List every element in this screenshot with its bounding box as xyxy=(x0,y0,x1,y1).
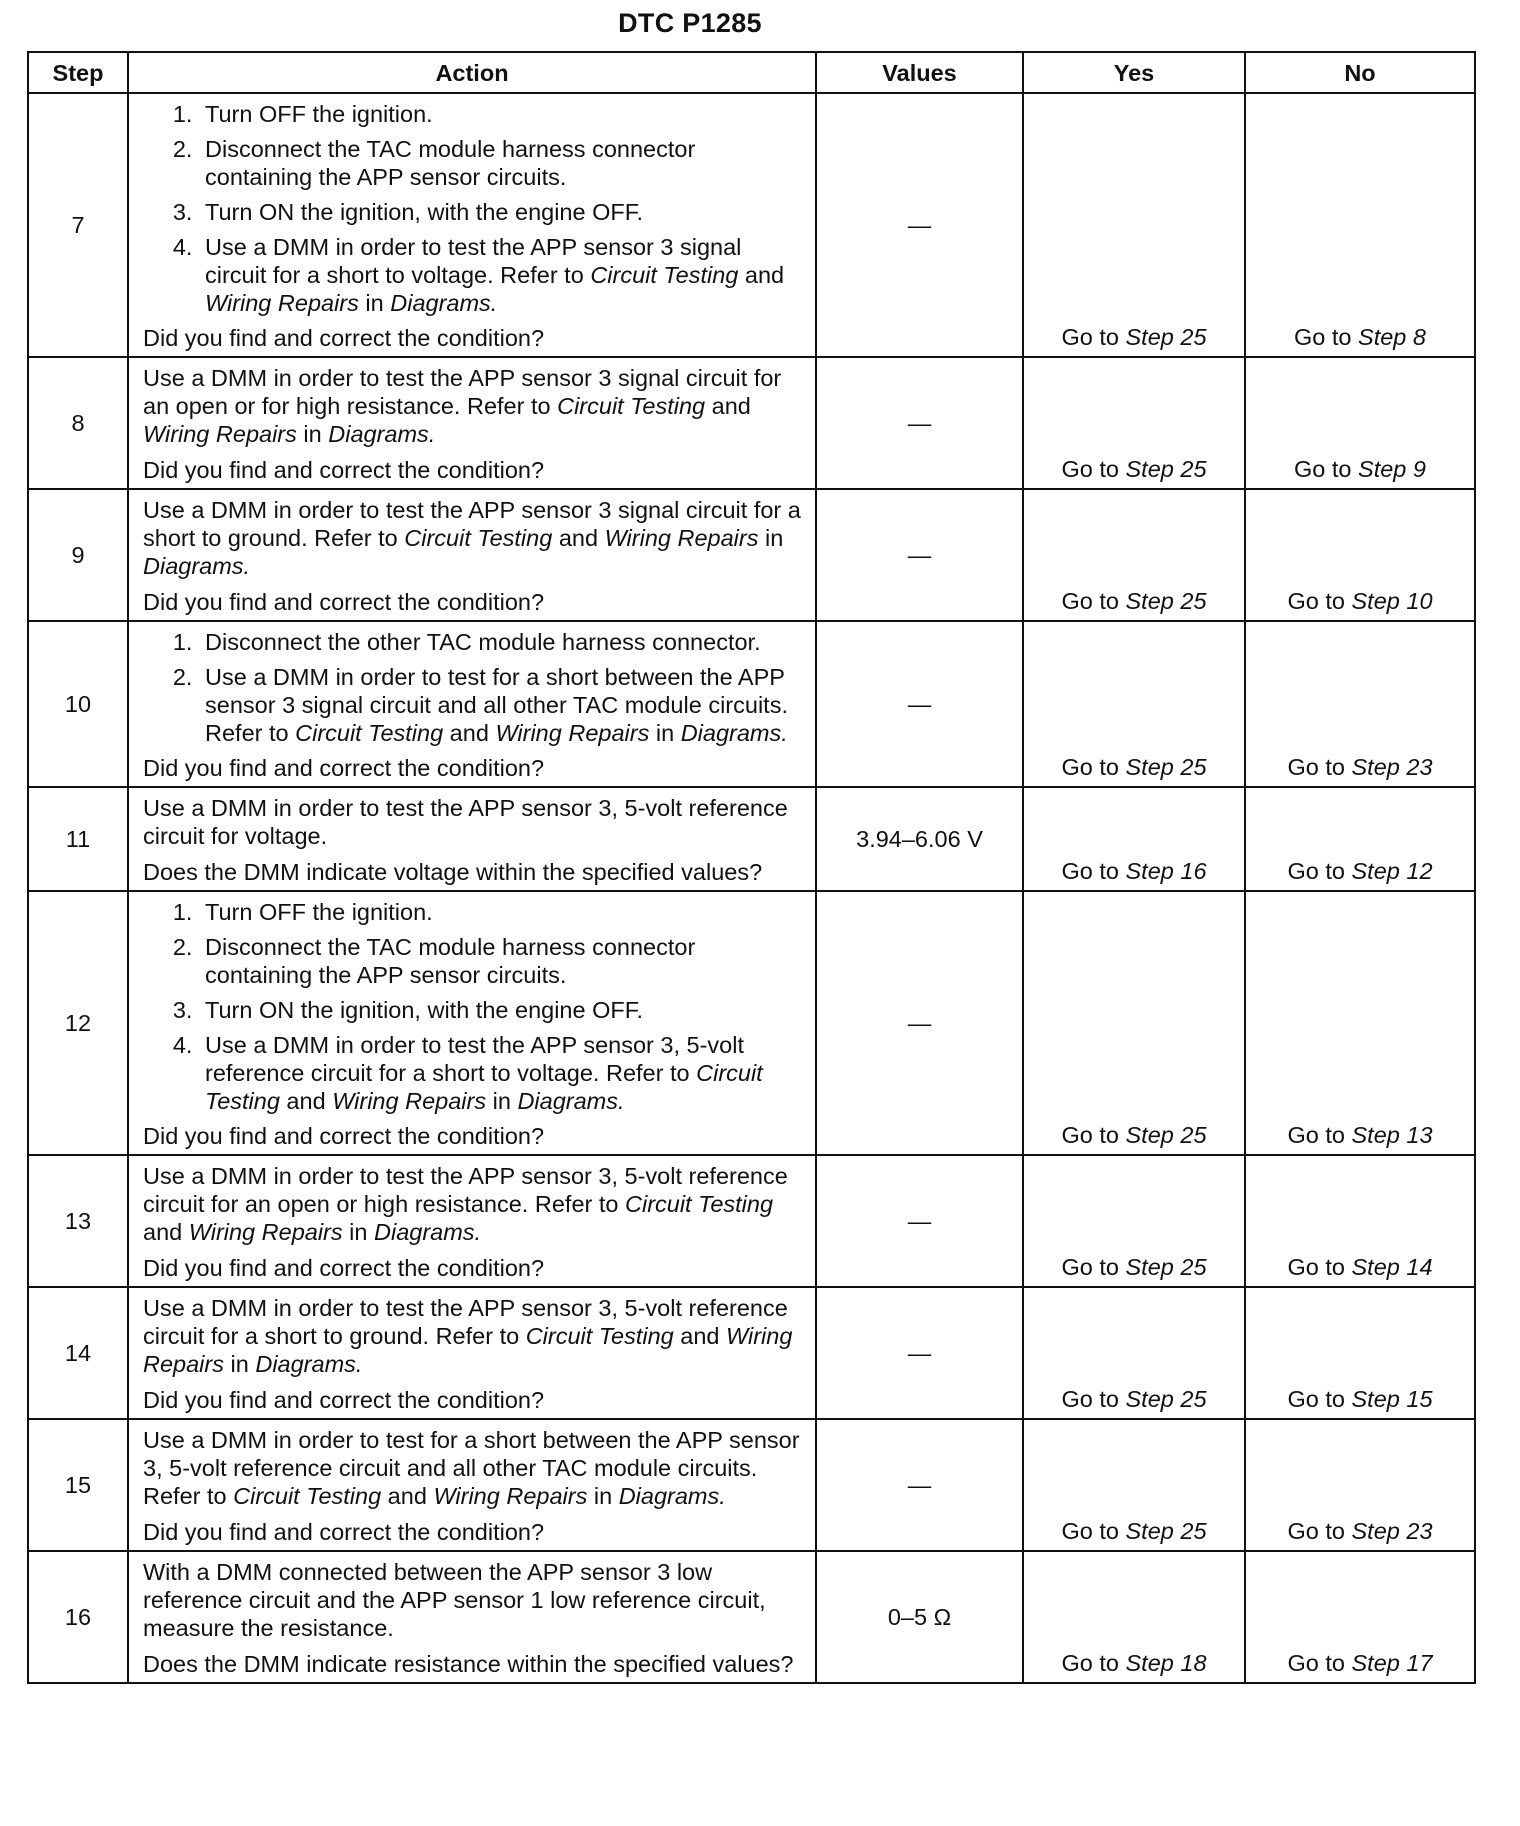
no-step-ref: Step 8 xyxy=(1358,324,1426,350)
table-row xyxy=(28,489,1475,621)
action-text: Turn OFF the ignition. xyxy=(205,101,433,127)
action-step-item xyxy=(199,898,805,926)
reference-text: Circuit Testing xyxy=(205,1060,763,1114)
action-text: in xyxy=(649,720,681,746)
step-number: 15 xyxy=(28,1419,128,1551)
no-step-ref: Step 13 xyxy=(1351,1122,1433,1148)
step-number: 13 xyxy=(28,1155,128,1287)
reference-text: Circuit Testing xyxy=(295,720,444,746)
yes-goto: Go to Step 25 xyxy=(1023,489,1245,621)
action-cell xyxy=(128,1419,816,1551)
action-text: in xyxy=(758,525,784,551)
yes-goto: Go to Step 25 xyxy=(1023,891,1245,1155)
no-goto: Go to Step 23 xyxy=(1245,621,1475,787)
reference-text: Wiring Repairs xyxy=(495,720,650,746)
action-question: Did you find and correct the condition? xyxy=(143,1387,545,1413)
action-step-item xyxy=(199,198,805,226)
action-instruction xyxy=(143,496,805,580)
table-row xyxy=(28,1155,1475,1287)
action-text: With a DMM connected between the APP sensor 3 low reference circuit and the APP sensor 1 low reference circuit, measure the resistance. xyxy=(143,1559,766,1641)
action-instruction xyxy=(143,1426,805,1510)
values-cell: — xyxy=(816,357,1023,489)
table-row xyxy=(28,1551,1475,1683)
reference-text: Circuit Testing xyxy=(590,262,739,288)
no-step-ref: Step 14 xyxy=(1351,1254,1433,1280)
action-cell xyxy=(128,621,816,787)
yes-goto: Go to Step 25 xyxy=(1023,1155,1245,1287)
header-action: Action xyxy=(128,52,816,93)
reference-text: Diagrams. xyxy=(374,1219,482,1245)
reference-text: Wiring Repairs xyxy=(332,1088,487,1114)
action-text: Use a DMM in order to test the APP sensor 3, 5-volt reference circuit for a short to ground. Refer to xyxy=(143,1295,788,1349)
action-text: Disconnect the TAC module harness connector containing the APP sensor circuits. xyxy=(205,136,696,190)
step-number: 9 xyxy=(28,489,128,621)
reference-text: Wiring Repairs xyxy=(205,290,359,316)
action-cell xyxy=(128,787,816,891)
values-cell: — xyxy=(816,621,1023,787)
action-instruction xyxy=(143,1294,805,1378)
table-row xyxy=(28,1419,1475,1551)
action-question: Does the DMM indicate voltage within the specified values? xyxy=(143,859,763,885)
action-text: Use a DMM in order to test the APP sensor 3 signal circuit for a short to voltage. Refer to xyxy=(205,234,742,288)
action-text: and xyxy=(381,1483,434,1509)
action-cell xyxy=(128,891,816,1155)
action-text: and xyxy=(738,262,785,288)
values-cell: — xyxy=(816,1419,1023,1551)
reference-text: Circuit Testing xyxy=(525,1323,674,1349)
action-question: Did you find and correct the condition? xyxy=(143,755,545,781)
yes-step-ref: Step 25 xyxy=(1125,1254,1207,1280)
values-cell: 3.94–6.06 V xyxy=(816,787,1023,891)
action-text: Use a DMM in order to test the APP sensor 3, 5-volt reference circuit for a short to voltage. Refer to xyxy=(205,1032,744,1086)
action-step-item xyxy=(199,1031,805,1115)
reference-text: Diagrams. xyxy=(255,1351,363,1377)
no-step-ref: Step 12 xyxy=(1351,858,1433,884)
action-text: and xyxy=(279,1088,333,1114)
table-row xyxy=(28,1287,1475,1419)
table-row xyxy=(28,891,1475,1155)
yes-goto: Go to Step 25 xyxy=(1023,93,1245,357)
action-instruction xyxy=(143,364,805,448)
page-title: DTC P1285 xyxy=(618,8,762,38)
yes-step-ref: Step 25 xyxy=(1125,1518,1207,1544)
no-goto: Go to Step 23 xyxy=(1245,1419,1475,1551)
action-text: in xyxy=(223,1351,256,1377)
yes-goto: Go to Step 16 xyxy=(1023,787,1245,891)
action-text: Use a DMM in order to test the APP sensor 3, 5-volt reference circuit for voltage. xyxy=(143,795,788,849)
no-goto: Go to Step 17 xyxy=(1245,1551,1475,1683)
action-text: and xyxy=(443,720,496,746)
no-goto: Go to Step 14 xyxy=(1245,1155,1475,1287)
action-text: in xyxy=(486,1088,518,1114)
no-goto: Go to Step 9 xyxy=(1245,357,1475,489)
action-text: Use a DMM in order to test the APP sensor 3, 5-volt reference circuit for an open or high resistance. Refer to xyxy=(143,1163,788,1217)
yes-step-ref: Step 25 xyxy=(1125,754,1207,780)
yes-goto: Go to Step 18 xyxy=(1023,1551,1245,1683)
yes-step-ref: Step 16 xyxy=(1125,858,1207,884)
action-instruction xyxy=(143,794,805,850)
action-cell xyxy=(128,1551,816,1683)
header-values: Values xyxy=(816,52,1023,93)
action-cell xyxy=(128,1155,816,1287)
reference-text: Diagrams. xyxy=(390,290,498,316)
step-number: 8 xyxy=(28,357,128,489)
table-row xyxy=(28,787,1475,891)
action-question: Did you find and correct the condition? xyxy=(143,1255,545,1281)
action-step-item xyxy=(199,233,805,317)
yes-step-ref: Step 25 xyxy=(1125,1122,1207,1148)
reference-text: Wiring Repairs xyxy=(188,1219,343,1245)
action-steps-list xyxy=(143,100,805,317)
yes-goto: Go to Step 25 xyxy=(1023,621,1245,787)
no-goto: Go to Step 13 xyxy=(1245,891,1475,1155)
step-number: 12 xyxy=(28,891,128,1155)
action-text: Use a DMM in order to test for a short between the APP sensor 3 signal circuit and all other TAC module circuits. Refer to xyxy=(205,664,788,746)
action-cell xyxy=(128,489,816,621)
no-goto: Go to Step 8 xyxy=(1245,93,1475,357)
action-text: in xyxy=(296,421,329,447)
action-text: Disconnect the TAC module harness connector containing the APP sensor circuits. xyxy=(205,934,696,988)
yes-goto: Go to Step 25 xyxy=(1023,1287,1245,1419)
header-step: Step xyxy=(28,52,128,93)
step-number: 16 xyxy=(28,1551,128,1683)
table-body xyxy=(28,93,1475,1683)
values-cell: — xyxy=(816,489,1023,621)
action-question: Did you find and correct the condition? xyxy=(143,589,545,615)
action-text: Use a DMM in order to test the APP sensor 3 signal circuit for an open or for high resistance. Refer to xyxy=(143,365,782,419)
no-goto: Go to Step 10 xyxy=(1245,489,1475,621)
action-step-item xyxy=(199,100,805,128)
values-cell: — xyxy=(816,1155,1023,1287)
action-text: in xyxy=(587,1483,619,1509)
no-goto: Go to Step 15 xyxy=(1245,1287,1475,1419)
no-step-ref: Step 23 xyxy=(1351,1518,1433,1544)
values-cell: — xyxy=(816,891,1023,1155)
no-goto: Go to Step 12 xyxy=(1245,787,1475,891)
no-step-ref: Step 10 xyxy=(1351,588,1433,614)
action-instruction xyxy=(143,1162,805,1246)
yes-step-ref: Step 25 xyxy=(1125,588,1207,614)
action-question: Did you find and correct the condition? xyxy=(143,1123,545,1149)
action-steps-list xyxy=(143,628,805,747)
action-text: and xyxy=(673,1323,727,1349)
action-text: Disconnect the other TAC module harness connector. xyxy=(205,629,761,655)
action-cell xyxy=(128,1287,816,1419)
action-text: and xyxy=(552,525,605,551)
reference-text: Circuit Testing xyxy=(557,393,706,419)
step-number: 14 xyxy=(28,1287,128,1419)
reference-text: Diagrams. xyxy=(517,1088,625,1114)
yes-goto: Go to Step 25 xyxy=(1023,1419,1245,1551)
reference-text: Diagrams. xyxy=(328,421,436,447)
reference-text: Circuit Testing xyxy=(233,1483,382,1509)
reference-text: Diagrams. xyxy=(680,720,788,746)
action-step-item xyxy=(199,135,805,191)
action-cell xyxy=(128,357,816,489)
step-number: 7 xyxy=(28,93,128,357)
action-cell xyxy=(128,93,816,357)
yes-step-ref: Step 25 xyxy=(1125,324,1207,350)
no-step-ref: Step 23 xyxy=(1351,754,1433,780)
header-row xyxy=(28,52,1475,93)
yes-goto: Go to Step 25 xyxy=(1023,357,1245,489)
values-cell: — xyxy=(816,93,1023,357)
dtc-table xyxy=(27,51,1476,1684)
action-text: Use a DMM in order to test the APP sensor 3 signal circuit for a short to ground. Refer to xyxy=(143,497,801,551)
action-instruction xyxy=(143,1558,805,1642)
reference-text: Circuit Testing xyxy=(625,1191,774,1217)
action-step-item xyxy=(199,996,805,1024)
action-text: Turn OFF the ignition. xyxy=(205,899,433,925)
action-steps-list xyxy=(143,898,805,1115)
action-step-item xyxy=(199,663,805,747)
no-step-ref: Step 9 xyxy=(1358,456,1426,482)
action-text: and xyxy=(705,393,751,419)
step-number: 11 xyxy=(28,787,128,891)
yes-step-ref: Step 18 xyxy=(1125,1650,1207,1676)
table-row xyxy=(28,621,1475,787)
header-no: No xyxy=(1245,52,1475,93)
reference-text: Circuit Testing xyxy=(404,525,553,551)
reference-text: Diagrams. xyxy=(618,1483,726,1509)
action-step-item xyxy=(199,628,805,656)
values-cell: — xyxy=(816,1287,1023,1419)
action-question: Did you find and correct the condition? xyxy=(143,325,545,351)
action-text: Turn ON the ignition, with the engine OFF. xyxy=(205,997,644,1023)
action-step-item xyxy=(199,933,805,989)
no-step-ref: Step 15 xyxy=(1351,1386,1433,1412)
reference-text: Wiring Repairs xyxy=(143,1323,793,1377)
action-question: Did you find and correct the condition? xyxy=(143,1519,545,1545)
table-row xyxy=(28,93,1475,357)
reference-text: Diagrams. xyxy=(143,553,251,579)
action-text: in xyxy=(342,1219,374,1245)
yes-step-ref: Step 25 xyxy=(1125,1386,1207,1412)
yes-step-ref: Step 25 xyxy=(1125,456,1207,482)
step-number: 10 xyxy=(28,621,128,787)
no-step-ref: Step 17 xyxy=(1351,1650,1433,1676)
action-text: and xyxy=(143,1219,189,1245)
reference-text: Wiring Repairs xyxy=(433,1483,588,1509)
action-question: Did you find and correct the condition? xyxy=(143,457,545,483)
values-cell: 0–5 Ω xyxy=(816,1551,1023,1683)
action-text: in xyxy=(358,290,391,316)
table-row xyxy=(28,357,1475,489)
reference-text: Wiring Repairs xyxy=(604,525,759,551)
action-text: Use a DMM in order to test for a short between the APP sensor 3, 5-volt reference circuit and all other TAC module circuits. Refer to xyxy=(143,1427,800,1509)
header-yes: Yes xyxy=(1023,52,1245,93)
reference-text: Wiring Repairs xyxy=(143,421,297,447)
action-question: Does the DMM indicate resistance within the specified values? xyxy=(143,1651,794,1677)
action-text: Turn ON the ignition, with the engine OFF. xyxy=(205,199,644,225)
